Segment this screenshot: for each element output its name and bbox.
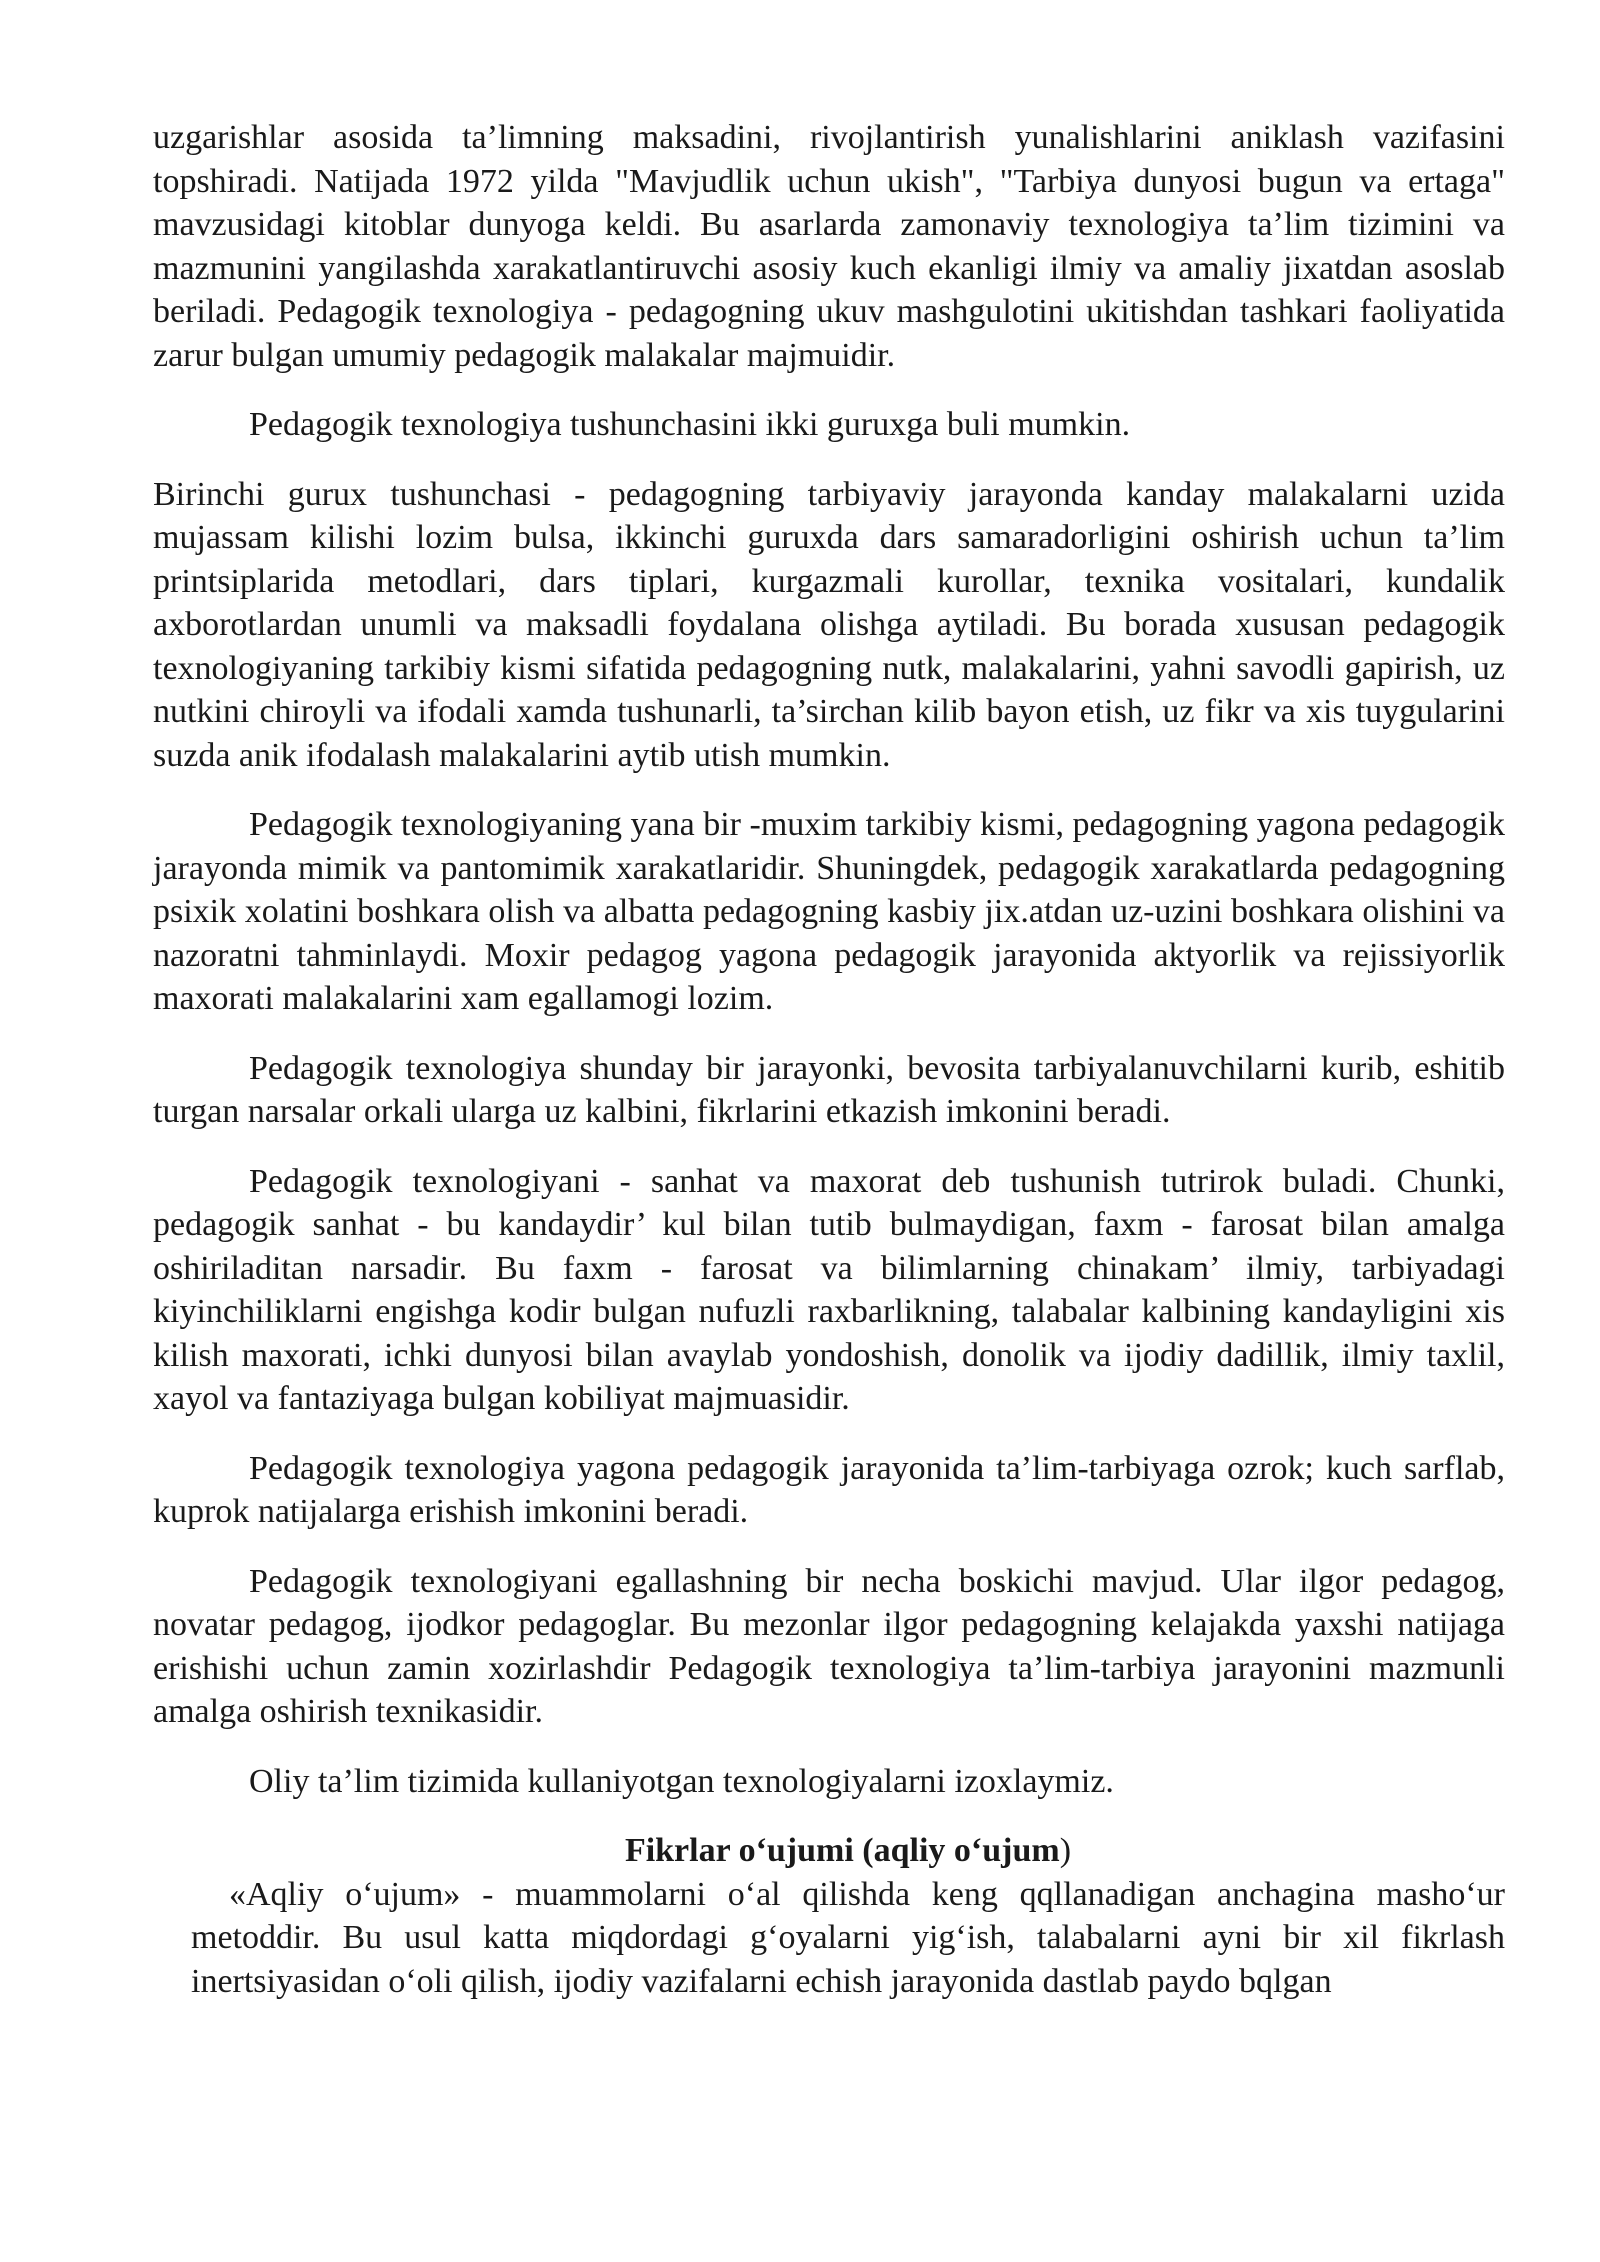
paragraph-6: Pedagogik texnologiyani - sanhat va maxorat deb tushunish tutrirok buladi. Chunki, pedagogik sanhat - bu kandaydir’ kul bilan tutib bulmaydigan, faxm - farosat bilan amalga oshiriladitan narsadir. Bu faxm - farosat va bilimlarning chinakam’ ilmiy, tarbiyadagi kiyinchiliklarni engishga kodir bulgan nufuzli raxbarlikning, talabalar kalbining kandayligini xis kilish maxorati, ichki dunyosi bilan avaylab yondoshish, donolik va ijodiy dadillik, ilmiy taxlil, xayol va fantaziyaga bulgan kobiliyat majmuasidir. [153, 1162, 1505, 1417]
paragraph-8: Pedagogik texnologiyani egallashning bir necha boskichi mavjud. Ular ilgor pedagog, novatar pedagog, ijodkor pedagoglar. Bu mezonlar ilgor pedagogning kelajakda yaxshi natijaga erishishi uchun zamin xozirlashdir Pedagogik texnologiya ta’lim-tarbiya jarayonini mazmunli amalga oshirish texnikasidir. [153, 1562, 1505, 1730]
paragraph-9: Oliy ta’lim tizimida kullaniyotgan texnologiyalarni izoxlaymiz. [249, 1762, 1114, 1800]
paragraph-3: Birinchi gurux tushunchasi - pedagogning tarbiyaviy jarayonda kanday malakalarni uzida mujassam kilishi lozim bulsa, ikkinchi guruxda dars samaradorligini oshirish uchun ta’lim printsiplarida metodlari, dars tiplari, kurgazmali kurollar, texnika vositalari, kundalik axborotlardan unumli va maksadli foydalana olishga aytiladi. Bu borada xususan pedagogik texnologiyaning tarkibiy kismi sifatida pedagogning nutk, malakalarini, yahni savodli gapirish, uz nutkini chiroyli va ifodali xamda tushunarli, ta’sirchan kilib bayon etish, uz fikr va xis tuygularini suzda anik ifodalash malakalarini aytib utish mumkin. [153, 475, 1505, 774]
paragraph-final: «Aqliy o‘ujum» - muammolarni o‘al qilishda keng qqllanadigan anchagina masho‘ur metoddir. Bu usul katta miqdordagi g‘oyalarni yig‘ish, talabalarni ayni bir xil fikrlash inertsiyasidan o‘oli qilish, ijodiy vazifalarni echish jarayonida dastlab paydo bqlgan [191, 1875, 1505, 2000]
paragraph-1: uzgarishlar asosida ta’limning maksadini, rivojlantirish yunalishlarini aniklash vazifasini topshiradi. Natijada 1972 yilda "Mavjudlik uchun ukish", "Tarbiya dunyosi bugun va ertaga" mavzusidagi kitoblar dunyoga keldi. Bu asarlarda zamonaviy texnologiya ta’lim tizimini va mazmunini yangilashda xarakatlantiruvchi asosiy kuch ekanligi ilmiy va amaliy jixatdan asoslab beriladi. Pedagogik texnologiya - pedagogning ukuv mashgulotini ukitishdan tashkari faoliyatida zarur bulgan umumiy pedagogik malakalar majmuidir. [153, 119, 1505, 374]
paragraph-4: Pedagogik texnologiyaning yana bir -muxim tarkibiy kismi, pedagogning yagona pedagogik jarayonda mimik va pantomimik xarakatlaridir. Shuningdek, pedagogik xarakatlarda pedagogning psixik xolatini boshkara olish va albatta pedagogning kasbiy jix.atdan uz-uzini boshkara olishini va nazoratni tahminlaydi. Moxir pedagog yagona pedagogik jarayonida aktyorlik va rejissiyorlik maxorati malakalarini xam egallamogi lozim. [153, 806, 1505, 1017]
document-body [153, 116, 1505, 2003]
section-heading-text: Fikrlar o‘ujumi (aqliy o‘ujum [624, 1832, 1060, 1869]
section-heading-tail: ) [1059, 1832, 1072, 1869]
paragraph-2: Pedagogik texnologiya tushunchasini ikki guruxga buli mumkin. [249, 406, 1131, 443]
section-heading [191, 1829, 1505, 1873]
paragraph-7: Pedagogik texnologiya yagona pedagogik jarayonida ta’lim-tarbiyaga ozrok; kuch sarflab, kuprok natijalarga erishish imkonini beradi. [153, 1449, 1505, 1530]
paragraph-5: Pedagogik texnologiya shunday bir jarayonki, bevosita tarbiyalanuvchilarni kurib, eshitib turgan narsalar orkali ularga uz kalbini, fikrlarini etkazish imkonini beradi. [153, 1049, 1505, 1130]
